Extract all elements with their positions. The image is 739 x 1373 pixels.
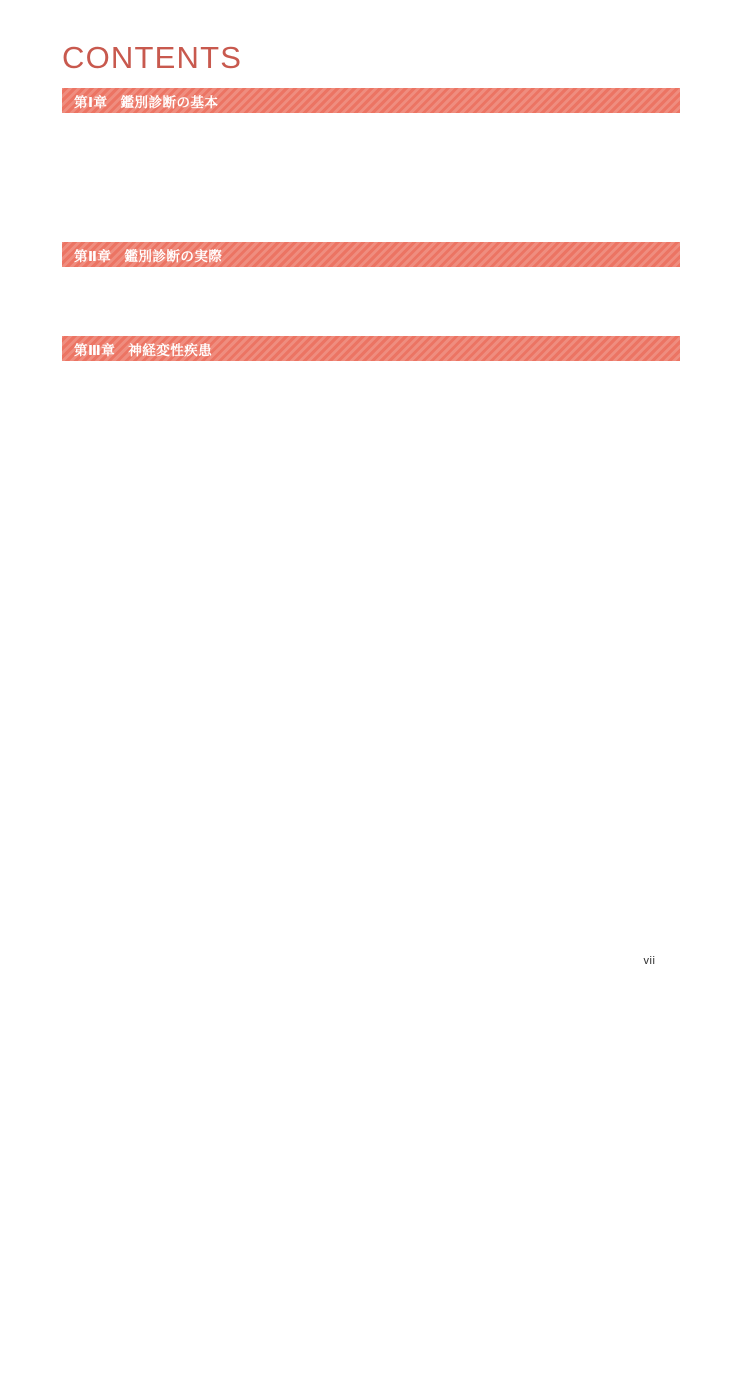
- toc-column: [62, 373, 355, 933]
- chapter-number: 第Ⅲ章: [74, 342, 116, 358]
- page-title: CONTENTS: [62, 40, 243, 75]
- chapter-entries: [0, 373, 739, 933]
- chapter-banner: [62, 336, 680, 361]
- toc-column: [62, 130, 355, 210]
- toc-columns: [62, 373, 680, 933]
- chapter-number: 第Ⅱ章: [74, 248, 112, 264]
- toc-entry-subsection[interactable]: [62, 913, 355, 933]
- chapter-entries: [0, 130, 739, 210]
- toc-entry-subsection[interactable]: [387, 913, 680, 933]
- toc-column: [62, 270, 355, 310]
- chapter-title: 神経変性疾患: [128, 342, 213, 358]
- toc-column: [387, 373, 680, 933]
- toc-columns: [62, 130, 680, 210]
- toc-entry-subsection[interactable]: [62, 190, 355, 210]
- folio-number: vii: [643, 955, 656, 967]
- toc-column: [387, 270, 680, 310]
- toc-column: [387, 130, 680, 210]
- chapter-title: 鑑別診断の基本: [120, 94, 219, 110]
- chapter-number: 第Ⅰ章: [74, 94, 108, 110]
- page-folio: [0, 955, 739, 967]
- front-matter-entry[interactable]: [399, 60, 680, 75]
- chapter-entries: [0, 270, 739, 310]
- page-header: [62, 38, 680, 84]
- toc-entry-subsection[interactable]: [387, 270, 680, 290]
- chapter-banner: [62, 242, 680, 267]
- chapter-banner: [62, 88, 680, 113]
- chapter-title: 鑑別診断の実際: [124, 248, 223, 264]
- toc-entry-page: [387, 373, 739, 1373]
- toc-columns: [62, 270, 680, 310]
- toc-entry-subsection[interactable]: [387, 170, 680, 190]
- toc-entry-subsection[interactable]: [62, 290, 355, 310]
